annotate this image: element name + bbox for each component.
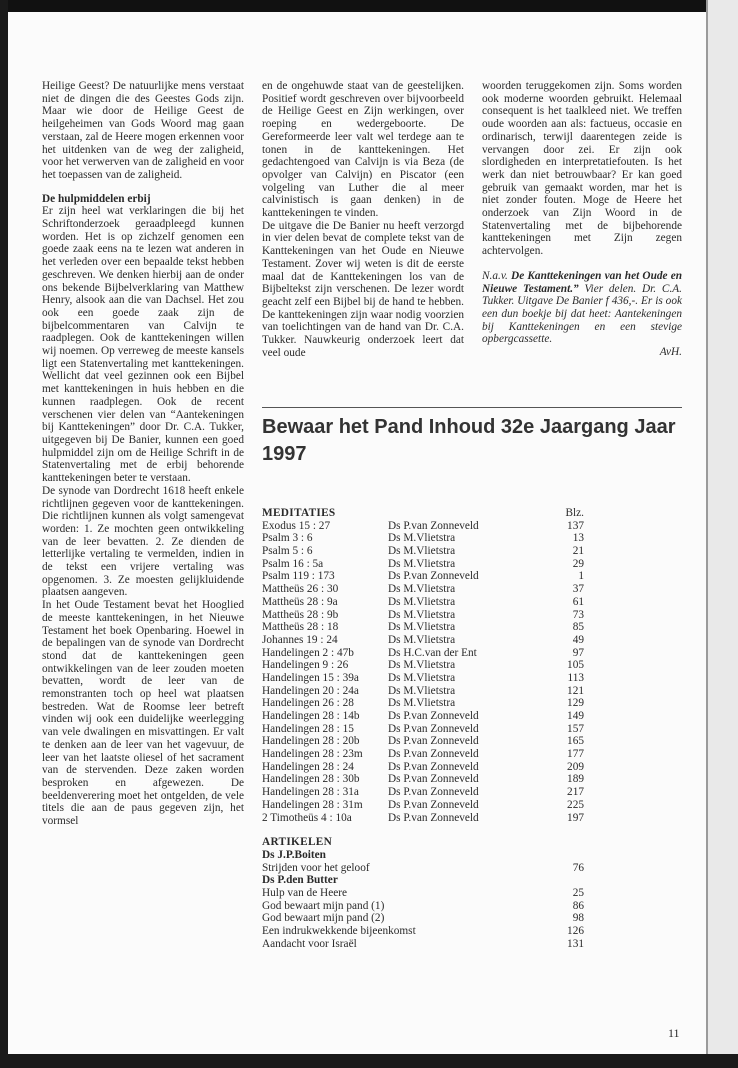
scripture-reference: Handelingen 2 : 47b	[262, 646, 354, 659]
table-row	[262, 862, 682, 875]
scripture-reference: Handelingen 28 : 20b	[262, 735, 360, 748]
author-row	[262, 874, 682, 887]
paragraph: woorden teruggekomen zijn. Soms worden ook moderne woorden gebruikt. Helemaal consequent is het taalkleed niet. We treffen oude woorden aan als: factueus, occasie en ordinarisch, terwijl daarentegen zeide is vervangen door zei. Er zijn ook slordigheden en interpretatiefouten. Is het werk dan niet betrouwbaar? Er kan goed gebruik van gemaakt worden, mar het is niet zonder fouten. Moge de Heere het onderzoek van Zijn Woord in de Statenvertaling met de bijbehorende kanttekeningen met Zijn zegen achtervolgen.	[482, 80, 682, 258]
page-ref: 76	[572, 861, 584, 874]
meditaties-list	[262, 520, 682, 825]
scripture-reference: Handelingen 20 : 24a	[262, 684, 359, 697]
article-title: Aandacht voor Israël	[262, 937, 357, 950]
author-name: Ds P.van Zonneveld	[388, 722, 479, 735]
author-name: Ds P.van Zonneveld	[388, 798, 479, 811]
section-divider	[262, 407, 682, 408]
author-name: Ds M.Vlietstra	[388, 545, 456, 558]
page-ref: 121	[567, 684, 584, 697]
page-ref: 225	[567, 798, 584, 811]
scan-top-edge	[0, 0, 738, 12]
page-ref: 189	[567, 773, 584, 786]
article-title: God bewaart mijn pand (1)	[262, 899, 385, 912]
table-row	[262, 583, 682, 596]
table-row	[262, 570, 682, 583]
page-ref: 129	[567, 697, 584, 710]
scripture-reference: Mattheüs 28 : 9a	[262, 595, 338, 608]
table-row	[262, 735, 682, 748]
scripture-reference: Handelingen 26 : 28	[262, 697, 354, 710]
table-row	[262, 748, 682, 761]
page-ref: 177	[567, 748, 584, 761]
scan-right-edge	[706, 0, 738, 1068]
scripture-reference: Mattheüs 26 : 30	[262, 583, 339, 596]
author-name: Ds J.P.Boiten	[262, 848, 326, 861]
page-number: 11	[668, 1026, 680, 1040]
table-row	[262, 520, 682, 533]
note-details: Vier delen. Dr. C.A. Tukker. Uitgave De Banier f 436,-. Er is ook een dun boekje bij dat heet: Aantekeningen bij Kanttekeningen en een stevige opbergcassette.	[482, 282, 682, 346]
author-signature: AvH.	[659, 346, 682, 359]
artikelen-header-row	[262, 836, 682, 849]
author-name: Ds M.Vlietstra	[388, 608, 456, 621]
author-name: Ds M.Vlietstra	[388, 659, 456, 672]
section-heading: De hulpmiddelen erbij	[42, 192, 151, 205]
paragraph: De uitgave die De Banier nu heeft verzorgd in vier delen bevat de complete tekst van de Kanttekeningen van het Oude en Nieuwe Testament. Zover wij weten is dit de eerste maal dat de Kanttekeningen los van de Bijbeltekst zijn verschenen. De lezer wordt geacht zelf een Bijbel bij de hand te hebben. De kanttekeningen zijn waar nodig voorzien van toelichtingen van de hand van Dr. C.A. Tukker. Nauwkeurig onderzoek leert dat veel oude	[262, 219, 464, 359]
author-name: Ds P.van Zonneveld	[388, 811, 479, 824]
author-name: Ds M.Vlietstra	[388, 532, 456, 545]
paragraph: Heilige Geest? De natuurlijke mens verstaat niet de dingen die des Geestes Gods zijn. Maar wie door de Heilige Geest de heilgeheimen van Gods Woord mag gaan verstaan, zal de Heere mogen erkennen voor het uitdenken van de weg der zaligheid, voor het verwerven van de zaligheid en voor het toepassen van de zaligheid.	[42, 80, 244, 181]
author-row	[262, 849, 682, 862]
author-name: Ds P.van Zonneveld	[388, 786, 479, 799]
artikelen-header: ARTIKELEN	[262, 836, 333, 849]
page-ref: 197	[567, 811, 584, 824]
author-name: Ds M.Vlietstra	[388, 671, 456, 684]
scripture-reference: Handelingen 28 : 31a	[262, 786, 359, 799]
table-row	[262, 697, 682, 710]
scripture-reference: Psalm 119 : 173	[262, 570, 335, 583]
table-row	[262, 887, 682, 900]
author-name: Ds P.van Zonneveld	[388, 570, 479, 583]
table-row	[262, 596, 682, 609]
author-name: Ds H.C.van der Ent	[388, 646, 477, 659]
table-row	[262, 621, 682, 634]
scripture-reference: Psalm 3 : 6	[262, 532, 313, 545]
magazine-page	[8, 12, 706, 1054]
table-row	[262, 912, 682, 925]
page-ref: 217	[567, 786, 584, 799]
author-name: Ds P.den Butter	[262, 874, 338, 887]
contents-index	[262, 507, 682, 950]
author-name: Ds M.Vlietstra	[388, 583, 456, 596]
author-name: Ds M.Vlietstra	[388, 684, 456, 697]
book-note	[482, 270, 682, 346]
page-ref: 86	[572, 899, 584, 912]
author-name: Ds P.van Zonneveld	[388, 519, 479, 532]
article-title: God bewaart mijn pand (2)	[262, 912, 385, 925]
page-ref: 157	[567, 722, 584, 735]
scripture-reference: Psalm 16 : 5a	[262, 557, 324, 570]
scripture-reference: Psalm 5 : 6	[262, 545, 313, 558]
page-ref: 137	[567, 519, 584, 532]
page-ref: 29	[572, 557, 584, 570]
scripture-reference: Mattheüs 28 : 18	[262, 621, 339, 634]
table-row	[262, 938, 682, 951]
author-name: Ds M.Vlietstra	[388, 557, 456, 570]
column-right	[482, 80, 682, 359]
author-name: Ds M.Vlietstra	[388, 621, 456, 634]
article-title: Een indrukwekkende bijeenkomst	[262, 925, 416, 937]
scripture-reference: Johannes 19 : 24	[262, 633, 338, 646]
scripture-reference: Exodus 15 : 27	[262, 519, 331, 532]
page-ref: 105	[567, 659, 584, 672]
table-row	[262, 812, 682, 825]
index-header-row	[262, 507, 682, 520]
page-ref: 61	[572, 595, 584, 608]
table-row	[262, 672, 682, 685]
table-row	[262, 634, 682, 647]
scripture-reference: Mattheüs 28 : 9b	[262, 608, 339, 621]
page-ref: 165	[567, 735, 584, 748]
table-row	[262, 545, 682, 558]
page-ref: 49	[572, 633, 584, 646]
table-row	[262, 532, 682, 545]
author-name: Ds P.van Zonneveld	[388, 748, 479, 761]
scripture-reference: Handelingen 28 : 15	[262, 722, 354, 735]
table-row	[262, 647, 682, 660]
table-row	[262, 609, 682, 622]
page-ref: 37	[572, 583, 584, 596]
page-ref: 13	[572, 532, 584, 545]
note-prefix: N.a.v.	[482, 269, 512, 282]
table-row	[262, 558, 682, 571]
table-row	[262, 799, 682, 812]
page-ref: 209	[567, 760, 584, 773]
page-ref: 98	[572, 912, 584, 925]
author-name: Ds P.van Zonneveld	[388, 710, 479, 722]
scripture-reference: Handelingen 28 : 31m	[262, 798, 363, 811]
table-row	[262, 925, 682, 938]
article-title: Strijden voor het geloof	[262, 861, 370, 874]
table-row	[262, 685, 682, 698]
table-row	[262, 659, 682, 672]
page-ref: 131	[567, 937, 584, 950]
table-row	[262, 786, 682, 799]
scan-left-edge	[0, 0, 8, 1068]
paragraph: De synode van Dordrecht 1618 heeft enkele richtlijnen gegeven voor de kanttekeningen. Die richtlijnen kunnen als volgt samengevat worden: 1. Ze mochten geen ontwikkeling van de leer bevatten. 2. Ze dienden de letterlijke vertaling te vermelden, indien in de tekst een vrijere vertaling was opgenomen. 3. Ze moesten gelijkluidende plaatsen aangeven.	[42, 484, 244, 599]
table-row	[262, 723, 682, 736]
table-row	[262, 710, 682, 723]
page-ref: 73	[572, 608, 584, 621]
article-title: Hulp van de Heere	[262, 886, 348, 899]
page-ref: 85	[572, 621, 584, 634]
page-ref: 126	[567, 925, 584, 937]
paragraph: Er zijn heel wat verklaringen die bij het Schriftonderzoek geraadpleegd kunnen worden. Het is op zichzelf genomen een goede zaak eens na te lezen wat anderen in het verleden over een bepaalde tekst hebben geschreven. We denken hierbij aan de onder ons bekende Bijbelverklaring van Matthew Henry, alsook aan die van Dachsel. Het zou ook een goede zaak zijn de bijbelcommentaren van Calvijn te raadplegen. Ook de kanttekeningen willen wij noemen. Op verreweg de meeste kansels ligt een Statenvertaling met kanttekeningen. Wellicht dat veel gezinnen ook een Bijbel met kanttekeningen in huis hebben en die kunnen raadplegen. Ook de recent verschenen vier delen van “Aantekeningen bij Kanttekeningen” door Dr. C.A. Tukker, uitgegeven bij De Banier, kunnen een goed hulpmiddel zijn om de Heilige Schrift in de Statenvertaling met de erbij behorende kanttekeningen beter te verstaan.	[42, 205, 244, 485]
author-name: Ds M.Vlietstra	[388, 633, 456, 646]
page-ref: 25	[572, 886, 584, 899]
meditaties-header: MEDITATIES	[262, 507, 336, 519]
scripture-reference: Handelingen 15 : 39a	[262, 671, 359, 684]
paragraph: In het Oude Testament bevat het Hooglied de meeste kanttekeningen, in het Nieuwe Testament het boek Openbaring. Hoewel in de bepalingen van de synode van Dordrecht stond dat de kanttekeningen geen ontwikkelingen van de leer zouden moeten bevatten, wordt de leer van de remonstranten toch op heel wat plaatsen bestreden. Wat de Roomse leer betreft vinden wij ook een duidelijke weerlegging van vele dwalingen en misvattingen. Er valt te denken aan de leer van het vagevuur, de leer van het laatste oliesel of het sacrament van de stervenden. Deze zaken worden besproken en afgewezen. De beeldenverering moet het ontgelden, de vele titels die aan de paus gegeven zijn, het vormsel	[42, 599, 244, 828]
page-column-header: Blz.	[565, 507, 584, 519]
artikelen-list	[262, 849, 682, 951]
page-ref: 97	[572, 646, 584, 659]
page-ref: 113	[567, 671, 584, 684]
column-middle	[262, 80, 464, 359]
author-name: Ds P.van Zonneveld	[388, 760, 479, 773]
scripture-reference: Handelingen 28 : 30b	[262, 773, 360, 786]
scripture-reference: Handelingen 28 : 24	[262, 760, 354, 773]
page-ref: 149	[567, 710, 584, 722]
paragraph: en de ongehuwde staat van de geestelijken. Positief wordt geschreven over bijvoorbeeld de Heilige Geest en Zijn werkingen, over roeping en wedergeboorte. De Gereformeerde leer valt wel terdege aan te tonen in de kanttekeningen. Het gedachtengoed van Calvijn is via Beza (de opvolger van Calvijn) en Piscator (een volgeling van Luther die al meer calvinistisch is gaan denken) in de kanttekeningen te vinden.	[262, 80, 464, 220]
author-name: Ds M.Vlietstra	[388, 595, 456, 608]
scripture-reference: Handelingen 28 : 23m	[262, 748, 363, 761]
table-row	[262, 900, 682, 913]
column-left	[42, 80, 244, 828]
author-name: Ds P.van Zonneveld	[388, 735, 479, 748]
page-ref: 21	[572, 545, 584, 558]
page-ref: 1	[578, 570, 584, 583]
scan-bottom-edge	[0, 1054, 738, 1068]
note-title: De Kanttekeningen van het Oude en Nieuwe Testament.”	[482, 269, 682, 295]
scripture-reference: Handelingen 28 : 14b	[262, 710, 360, 722]
author-name: Ds M.Vlietstra	[388, 697, 456, 710]
table-row	[262, 773, 682, 786]
author-name: Ds P.van Zonneveld	[388, 773, 479, 786]
scripture-reference: 2 Timotheüs 4 : 10a	[262, 811, 352, 824]
scripture-reference: Handelingen 9 : 26	[262, 659, 349, 672]
index-title: Bewaar het Pand Inhoud 32e Jaargang Jaar 1997	[262, 416, 676, 465]
table-row	[262, 761, 682, 774]
